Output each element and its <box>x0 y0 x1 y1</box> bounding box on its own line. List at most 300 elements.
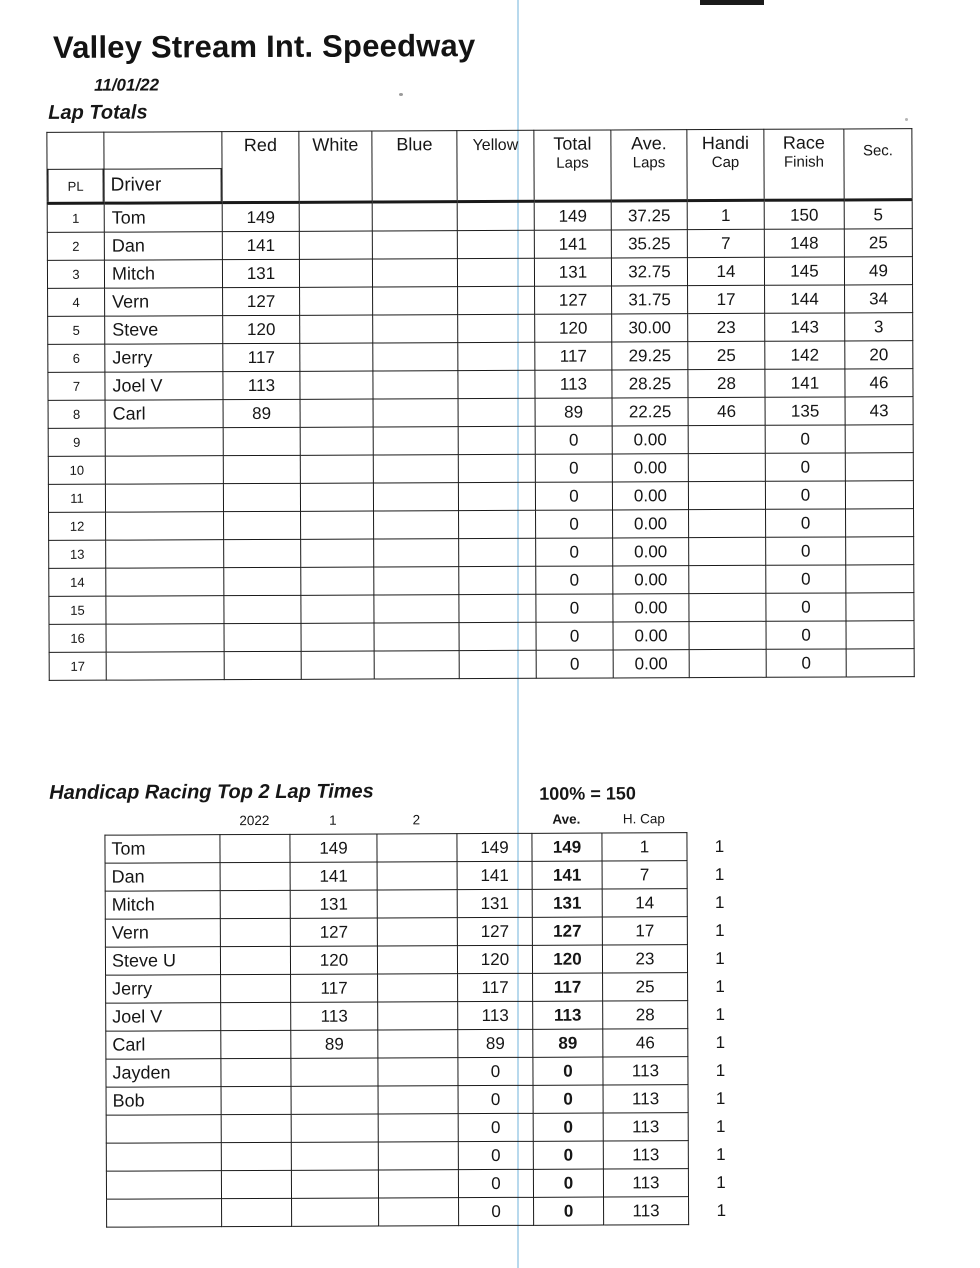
handicap-cell: 0 <box>533 1169 603 1197</box>
lap-totals-cell: 15 <box>49 596 106 624</box>
handicap-cell: 25 <box>603 973 688 1001</box>
lap-totals-cell <box>374 651 459 679</box>
lap-totals-cell: 0.00 <box>613 566 689 594</box>
lap-totals-cell: 0.00 <box>613 650 689 678</box>
handicap-cell: 117 <box>533 973 603 1001</box>
table-row <box>47 229 912 261</box>
lap-totals-cell: 0 <box>535 426 612 454</box>
lap-totals-cell: 141 <box>765 369 845 397</box>
lap-totals-cell: 0 <box>766 593 846 621</box>
lap-totals-header-row <box>47 129 912 204</box>
lap-totals-cell <box>846 621 914 649</box>
lap-totals-cell: 17 <box>688 285 765 313</box>
handicap-cell <box>377 890 457 918</box>
lap-totals-cell: 16 <box>49 624 106 652</box>
lap-totals-cell <box>301 567 374 595</box>
handicap-cell: 0 <box>533 1057 603 1085</box>
lap-totals-cell <box>374 539 459 567</box>
lap-totals-cell <box>459 510 536 538</box>
handicap-cell: 0 <box>458 1113 533 1141</box>
handicap-cell: 1 <box>716 1144 726 1164</box>
lap-totals-cell <box>301 651 374 679</box>
lap-totals-cell: 143 <box>765 313 845 341</box>
lap-totals-cell <box>688 453 765 481</box>
handicap-cell: 120 <box>457 945 532 973</box>
lap-totals-cell: 2 <box>47 232 104 260</box>
lap-totals-cell: 0 <box>536 538 613 566</box>
lap-totals-cell: 17 <box>49 652 106 680</box>
lap-totals-cell <box>845 481 913 509</box>
lap-totals-cell <box>459 566 536 594</box>
lap-totals-cell <box>106 512 224 541</box>
lap-totals-cell <box>689 509 766 537</box>
lap-totals-cell <box>457 258 534 286</box>
handicap-cell: 113 <box>603 1169 688 1197</box>
handicap-cell: 0 <box>459 1197 534 1225</box>
handicap-cell: 1 <box>714 892 725 912</box>
handicap-cell: Jerry <box>106 975 221 1004</box>
lap-totals-cell <box>300 287 373 315</box>
table-row <box>106 1000 753 1031</box>
lap-totals-cell: 37.25 <box>611 201 687 230</box>
table-row <box>105 860 752 891</box>
lap-totals-cell: 3 <box>845 313 913 341</box>
lap-totals-cell: 0 <box>536 622 613 650</box>
handicap-cell <box>291 1114 378 1142</box>
lap-totals-cell <box>458 286 535 314</box>
table-row <box>49 649 914 681</box>
handicap-cell <box>220 918 290 946</box>
lap-totals-cell: 5 <box>844 200 912 229</box>
handicap-cell: 1 <box>714 836 725 856</box>
handicap-cell: 149 <box>290 834 377 862</box>
handicap-cell: Joel V <box>106 1003 221 1032</box>
lap-totals-cell: 131 <box>534 258 611 286</box>
table-row <box>106 1112 753 1143</box>
handicap-cell: 0 <box>458 1085 533 1113</box>
handicap-cell: 1 <box>715 920 725 940</box>
lap-totals-cell: Jerry <box>105 344 223 373</box>
lap-totals-cell <box>373 315 458 343</box>
handicap-cell: 1 <box>716 1172 726 1192</box>
lap-totals-cell <box>846 565 914 593</box>
table-row <box>48 453 913 485</box>
lap-totals-cell <box>373 371 458 399</box>
spacer <box>456 812 531 827</box>
lap-totals-cell: 113 <box>223 371 300 399</box>
handicap-cell: 113 <box>533 1001 603 1029</box>
handicap-cell: 1 <box>715 976 725 996</box>
table-row <box>106 972 753 1003</box>
column-header-blue: Blue <box>372 131 457 202</box>
percent-equals-label: 100% = 150 <box>539 783 636 804</box>
handicap-cell: 46 <box>603 1029 688 1057</box>
handicap-cell <box>106 1143 221 1172</box>
lap-totals-cell <box>689 593 766 621</box>
lap-totals-cell <box>373 427 458 455</box>
table-row <box>48 341 913 373</box>
handicap-cell <box>378 1170 458 1198</box>
lap-totals-cell: 117 <box>535 342 612 370</box>
handicap-cell <box>221 1142 291 1170</box>
handicap-cell: Jayden <box>106 1059 221 1088</box>
lap-totals-cell <box>224 567 301 595</box>
table-row <box>48 397 913 429</box>
handicap-cell <box>292 1198 379 1226</box>
handi-label: Handi <box>701 132 749 154</box>
lap-totals-cell: 20 <box>845 341 913 369</box>
lap-totals-cell: 0 <box>536 566 613 594</box>
table-row <box>49 537 914 569</box>
lap-totals-cell <box>689 621 766 649</box>
lap-totals-cell: 149 <box>222 202 299 231</box>
table-row <box>49 509 914 541</box>
lap-totals-cell <box>845 453 913 481</box>
lap-totals-cell <box>223 427 300 455</box>
lap-totals-cell <box>300 343 373 371</box>
handicap-cell: Dan <box>105 863 220 892</box>
lap-totals-cell: 89 <box>535 398 612 426</box>
handicap-cell <box>221 974 291 1002</box>
handicap-cell: Carl <box>106 1031 221 1060</box>
lap-totals-cell <box>301 595 374 623</box>
lap-totals-cell <box>105 428 223 457</box>
handicap-cell <box>377 862 457 890</box>
lap-totals-cell: Tom <box>104 203 222 233</box>
laps-label: Laps <box>556 154 589 172</box>
handicap-cell: 89 <box>533 1029 603 1057</box>
lap-totals-cell: 3 <box>47 260 104 288</box>
column-header-handicap <box>687 129 764 200</box>
lap-totals-cell <box>458 398 535 426</box>
table-row <box>106 1140 753 1171</box>
handicap-cell: 113 <box>603 1057 688 1085</box>
lap-totals-cell: 141 <box>222 231 299 259</box>
handicap-cell: 1 <box>715 948 725 968</box>
handicap-header-row <box>104 811 686 829</box>
column-header-red: Red <box>222 131 299 202</box>
handicap-cell <box>221 1170 291 1198</box>
page-title: Valley Stream Int. Speedway <box>52 28 476 65</box>
lap-totals-cell <box>106 540 224 569</box>
lap-totals-cell: 6 <box>48 344 105 372</box>
handicap-cell: 120 <box>532 945 602 973</box>
handicap-cell: 0 <box>458 1169 533 1197</box>
handicap-cell: 0 <box>533 1113 603 1141</box>
handicap-cell: Tom <box>105 835 220 864</box>
lap-totals-cell <box>458 342 535 370</box>
handicap-cell <box>221 1086 291 1114</box>
lap-totals-cell <box>300 455 373 483</box>
lap-totals-cell: 13 <box>49 540 106 568</box>
handicap-cell <box>378 1114 458 1142</box>
handicap-cell <box>221 1002 291 1030</box>
lap-totals-cell: Mitch <box>104 260 222 289</box>
column-header-race-finish <box>764 129 844 200</box>
lap-totals-cell: 0 <box>536 594 613 622</box>
lap-totals-cell <box>223 483 300 511</box>
lap-totals-cell <box>299 259 372 287</box>
lap-totals-cell: 117 <box>223 343 300 371</box>
lap-totals-cell: 0.00 <box>613 538 689 566</box>
handicap-cell: 89 <box>458 1029 533 1057</box>
lap-totals-cell <box>458 426 535 454</box>
handicap-cell <box>291 1142 378 1170</box>
lap-totals-cell: 12 <box>49 512 106 540</box>
lap-totals-cell: 46 <box>688 397 765 425</box>
lap-totals-cell: 11 <box>48 484 105 512</box>
handicap-cell: 131 <box>290 890 377 918</box>
lap-totals-cell: Vern <box>105 288 223 317</box>
lap-totals-cell <box>373 287 458 315</box>
lap-totals-cell <box>846 509 914 537</box>
lap-totals-cell <box>300 315 373 343</box>
lap-totals-cell: 135 <box>765 397 845 425</box>
lap-totals-cell <box>457 201 534 230</box>
handicap-cell <box>220 834 290 862</box>
table-row <box>48 481 913 513</box>
lap-totals-cell: 148 <box>764 229 844 257</box>
table-row <box>106 1028 753 1059</box>
lap-totals-cell: 0 <box>766 509 846 537</box>
handicap-cell: Vern <box>105 919 220 948</box>
table-row <box>47 200 912 233</box>
handicap-cell: Mitch <box>105 891 220 920</box>
lap-totals-cell <box>373 343 458 371</box>
handicap-table <box>104 832 754 1228</box>
table-row <box>105 944 752 975</box>
finish-label: Finish <box>783 153 825 171</box>
lap-totals-cell <box>459 622 536 650</box>
lap-totals-cell: 127 <box>535 286 612 314</box>
lap-totals-body <box>47 200 914 681</box>
handicap-cell: 1 <box>602 833 687 861</box>
lap-totals-cell: 127 <box>223 287 300 315</box>
lap-totals-cell: 32.75 <box>611 258 687 286</box>
lap-totals-cell: 150 <box>764 200 844 229</box>
table-row <box>47 257 912 289</box>
lap-totals-cell <box>373 399 458 427</box>
handicap-cell <box>378 1142 458 1170</box>
table-row <box>49 621 914 653</box>
handicap-cell <box>106 1115 221 1144</box>
table-row <box>48 425 913 457</box>
lap-totals-cell <box>373 455 458 483</box>
handicap-cell <box>377 834 457 862</box>
handicap-cell: 113 <box>603 1085 688 1113</box>
lap-totals-cell: Steve <box>105 316 223 345</box>
table-row <box>48 285 913 317</box>
lap-totals-cell <box>457 230 534 258</box>
lap-totals-cell: Carl <box>105 400 223 429</box>
year-column-label: 2022 <box>239 812 270 829</box>
handicap-cell: 127 <box>290 918 377 946</box>
handicap-cell: Bob <box>106 1087 221 1116</box>
lap-totals-cell <box>374 567 459 595</box>
handicap-cell <box>220 862 290 890</box>
laps-label: Laps <box>632 154 666 172</box>
lap-totals-cell: 28.25 <box>612 370 688 398</box>
lap-totals-cell <box>374 595 459 623</box>
handicap-cell: 141 <box>532 861 602 889</box>
lap-totals-cell <box>459 594 536 622</box>
lap-totals-cell: 29.25 <box>612 342 688 370</box>
lap-totals-cell: 0 <box>766 621 846 649</box>
handicap-cell <box>378 1002 458 1030</box>
lap-totals-label: Lap Totals <box>48 101 148 124</box>
handicap-cell <box>378 1058 458 1086</box>
handicap-cell: 28 <box>603 1001 688 1029</box>
lap-totals-cell <box>689 565 766 593</box>
handicap-cell: 149 <box>532 833 602 861</box>
lap-totals-cell <box>224 595 301 623</box>
lap-totals-cell: 49 <box>844 257 912 285</box>
lap-totals-cell: 145 <box>764 257 844 285</box>
lap-totals-cell: 0 <box>536 650 613 678</box>
handicap-cell: 113 <box>603 1141 688 1169</box>
lap-totals-cell <box>300 427 373 455</box>
lap-totals-cell: 0 <box>536 510 613 538</box>
lap-totals-cell <box>301 539 374 567</box>
lap-totals-cell <box>459 650 536 678</box>
table-row <box>105 888 752 919</box>
lap-totals-cell: 0 <box>765 481 845 509</box>
handicap-cell: 23 <box>602 945 687 973</box>
table-row <box>105 832 752 863</box>
handicap-cell <box>221 1058 291 1086</box>
table-row <box>48 369 913 401</box>
lap-totals-cell: 141 <box>534 230 611 258</box>
lap-totals-cell: 0.00 <box>612 482 688 510</box>
column-header-sec: Sec. <box>844 129 912 200</box>
lap-totals-cell <box>372 202 457 231</box>
lap-totals-cell: 14 <box>49 568 106 596</box>
handicap-cell <box>222 1198 292 1226</box>
lap-totals-cell: 23 <box>688 313 765 341</box>
lap-totals-cell: 0 <box>765 453 845 481</box>
lap-totals-cell: 0.00 <box>613 510 689 538</box>
handicap-cell: 113 <box>604 1197 689 1225</box>
lap-totals-cell: 120 <box>223 315 300 343</box>
lap-totals-cell: 149 <box>534 201 611 230</box>
handicap-cell: 89 <box>291 1030 378 1058</box>
handicap-cell <box>377 918 457 946</box>
lap-totals-cell: 43 <box>845 397 913 425</box>
lap-totals-cell <box>846 649 914 677</box>
handicap-cell: 7 <box>602 861 687 889</box>
lap-totals-cell: 0.00 <box>613 622 689 650</box>
handicap-cell <box>221 1114 291 1142</box>
lap-totals-cell: 46 <box>845 369 913 397</box>
handicap-cell: 127 <box>457 917 532 945</box>
lap-totals-cell <box>300 399 373 427</box>
handicap-cell: 0 <box>458 1141 533 1169</box>
lap2-column-label: 2 <box>412 812 421 828</box>
driver-header-label: Driver <box>105 168 222 202</box>
lap-totals-cell: 1 <box>687 200 764 229</box>
lap-totals-cell <box>224 511 301 539</box>
column-header-pl <box>47 132 104 203</box>
lap-totals-cell: 31.75 <box>612 286 688 314</box>
handicap-cell: 17 <box>602 917 687 945</box>
handicap-cell <box>220 946 290 974</box>
lap-totals-cell <box>689 649 766 677</box>
lap-totals-cell <box>688 481 765 509</box>
table-row <box>49 565 914 597</box>
lap-totals-cell: Dan <box>104 232 222 261</box>
column-header-ave-laps <box>611 130 687 201</box>
handicap-cell: 1 <box>715 1116 726 1136</box>
handicap-cell: 113 <box>458 1001 533 1029</box>
lap-totals-cell: 0.00 <box>612 454 688 482</box>
lap-totals-cell: 8 <box>48 400 105 428</box>
handicap-cell: 131 <box>457 889 532 917</box>
table-row <box>49 593 914 625</box>
table-row <box>106 1084 753 1115</box>
table-row <box>105 916 752 947</box>
lap-totals-cell: 131 <box>222 259 299 287</box>
lap-totals-cell: 30.00 <box>612 314 688 342</box>
lap-totals-cell <box>106 568 224 597</box>
table-row <box>106 1168 753 1199</box>
handicap-cell <box>291 1170 378 1198</box>
lap-totals-cell <box>106 596 224 625</box>
lap-totals-cell <box>105 456 223 485</box>
lap-totals-cell <box>845 425 913 453</box>
lap-totals-cell <box>300 371 373 399</box>
document-date: 11/01/22 <box>94 75 160 95</box>
lap-totals-cell: 0 <box>765 425 845 453</box>
lap-totals-cell <box>458 454 535 482</box>
lap1-column-label: 1 <box>329 812 337 828</box>
column-header-driver <box>104 132 222 204</box>
lap-totals-cell <box>299 202 372 231</box>
handicap-cell: 117 <box>458 973 533 1001</box>
handicap-cell <box>106 1171 221 1200</box>
handicap-cell <box>107 1199 222 1228</box>
spacer <box>104 813 219 829</box>
lap-totals-cell: 25 <box>688 341 765 369</box>
lap-totals-cell <box>223 455 300 483</box>
lap-totals-cell <box>373 483 458 511</box>
lap-totals-cell <box>106 624 224 653</box>
handicap-cell: 113 <box>603 1113 688 1141</box>
lap-totals-cell: 0 <box>535 482 612 510</box>
lap-totals-cell: 10 <box>48 456 105 484</box>
lap-totals-cell: 0 <box>766 537 846 565</box>
handicap-cell: 120 <box>290 946 377 974</box>
column-header-white: White <box>299 131 372 202</box>
lap-totals-cell <box>458 482 535 510</box>
handicap-cell: 141 <box>290 862 377 890</box>
cap-label: Cap <box>711 153 740 172</box>
hcap-column-label: H. Cap <box>622 811 665 827</box>
handicap-cell: 141 <box>457 861 532 889</box>
race-label: Race <box>782 132 825 153</box>
lap-totals-cell: 22.25 <box>612 398 688 426</box>
handicap-cell <box>221 1030 291 1058</box>
handicap-cell: 0 <box>458 1057 533 1085</box>
lap-totals-cell <box>301 623 374 651</box>
lap-totals-cell <box>458 314 535 342</box>
handicap-cell: 0 <box>534 1197 604 1225</box>
handicap-cell <box>291 1058 378 1086</box>
lap-totals-cell <box>688 425 765 453</box>
lap-totals-cell: 1 <box>47 203 104 232</box>
handicap-cell: 1 <box>715 1060 726 1080</box>
table-row <box>106 1056 753 1087</box>
table-row <box>48 313 913 345</box>
